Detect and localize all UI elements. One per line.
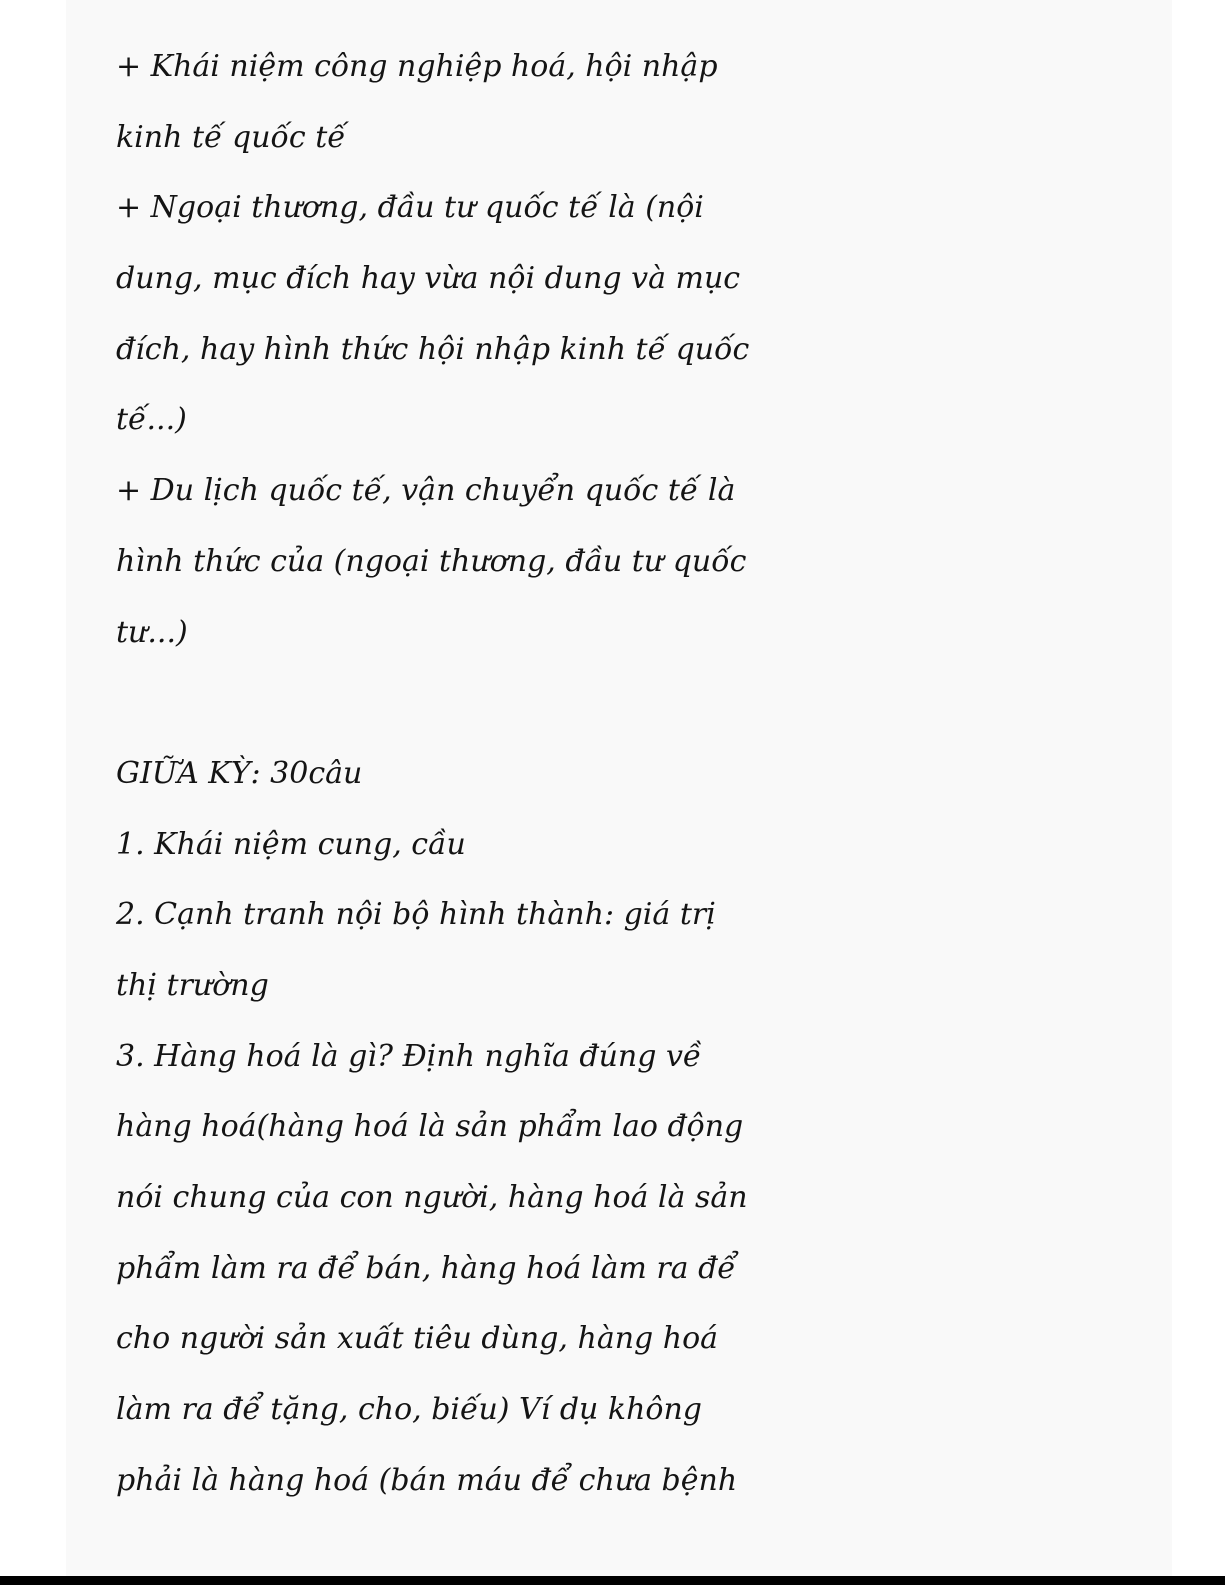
note-line: dung, mục đích hay vừa nội dung và mục bbox=[116, 261, 741, 297]
note-line: cho người sản xuất tiêu dùng, hàng hoá bbox=[116, 1321, 719, 1357]
note-line: 2. Cạnh tranh nội bộ hình thành: giá trị bbox=[116, 897, 716, 933]
note-line: tư...) bbox=[116, 614, 188, 650]
note-line: kinh tế quốc tế bbox=[116, 119, 346, 155]
note-line: hình thức của (ngoại thương, đầu tư quốc bbox=[116, 543, 747, 579]
bottom-edge-bar bbox=[0, 1576, 1225, 1585]
blank-line bbox=[116, 668, 1126, 739]
section-heading: GIỮA KỲ: 30câu bbox=[116, 755, 363, 791]
note-line: + Du lịch quốc tế, vận chuyển quốc tế là bbox=[116, 473, 736, 509]
note-line: + Ngoại thương, đầu tư quốc tế là (nội bbox=[116, 190, 704, 226]
note-line: 3. Hàng hoá là gì? Định nghĩa đúng về bbox=[116, 1038, 702, 1074]
note-line: tế...) bbox=[116, 402, 187, 438]
handwritten-note bbox=[116, 32, 1126, 1516]
note-line: phải là hàng hoá (bán máu để chưa bệnh bbox=[116, 1462, 738, 1498]
note-line: nói chung của con người, hàng hoá là sản bbox=[116, 1180, 748, 1215]
note-line: 1. Khái niệm cung, cầu bbox=[116, 826, 466, 862]
note-line: đích, hay hình thức hội nhập kinh tế quốc bbox=[116, 331, 750, 367]
note-line: hàng hoá(hàng hoá là sản phẩm lao động bbox=[116, 1109, 744, 1145]
note-line: phẩm làm ra để bán, hàng hoá làm ra để bbox=[116, 1250, 736, 1286]
note-line: thị trường bbox=[116, 967, 269, 1003]
note-line: + Khái niệm công nghiệp hoá, hội nhập bbox=[116, 49, 718, 84]
note-line: làm ra để tặng, cho, biếu) Ví dụ không bbox=[116, 1392, 702, 1428]
